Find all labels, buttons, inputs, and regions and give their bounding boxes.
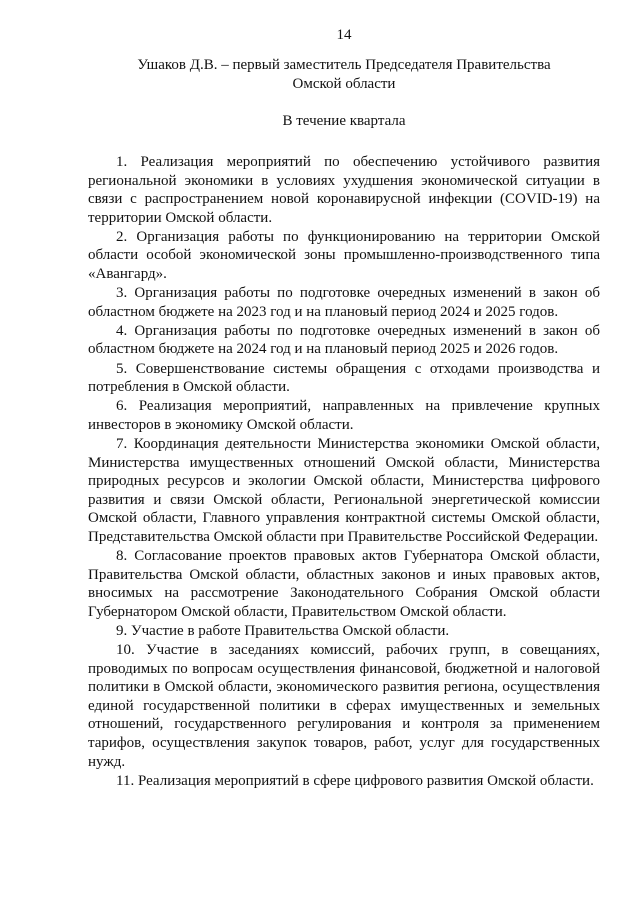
task-list [88, 153, 600, 790]
task-item-9: 9. Участие в работе Правительства Омской области. [116, 622, 450, 639]
task-item-6: 6. Реализация мероприятий, направленных на привлечение крупных инвесторов в экономику Омской области. [88, 398, 600, 433]
task-item-5: 5. Совершенствование системы обращения с отходами производства и потребления в Омской области. [88, 360, 600, 396]
task-item-1: 1. Реализация мероприятий по обеспечению устойчивого развития региональной экономики в условиях ухудшения экономической ситуации в связи с распространением новой коронавирусной инфекции (COVID-19) на территории Омской области. [88, 154, 600, 226]
task-item-11: 11. Реализация мероприятий в сфере цифрового развития Омской области. [116, 772, 594, 789]
heading-line-1: Ушаков Д.В. – первый заместитель Председателя Правительства [137, 57, 551, 73]
task-item-8: 8. Согласование проектов правовых актов Губернатора Омской области, Правительства Омской области, областных законов и иных правовых актов, вносимых на рассмотрение Законодательного Собрания Омской области Губернатором Омской области, Правительством Омской области. [88, 547, 600, 620]
task-item-2: 2. Организация работы по функционированию на территории Омской области особой экономической зоны промышленно-производственного типа «Авангард». [88, 228, 600, 283]
task-item-7: 7. Координация деятельности Министерства экономики Омской области, Министерства имущественных отношений Омской области, Министерства природных ресурсов и экологии Омской области, Министерства цифрового развития и связи Омской области, Региональной энергетической комиссии Омской области, Главного управления контрактной системы Омской области, Представительства Омской области при Правительстве Российской Федерации. [88, 435, 600, 545]
task-item-3: 3. Организация работы по подготовке очередных изменений в закон об областном бюджете на 2023 год и на плановый период 2024 и 2025 годов. [88, 285, 600, 320]
responsible-person-heading [88, 56, 600, 94]
period-heading: В течение квартала [282, 113, 406, 129]
task-item-4: 4. Организация работы по подготовке очередных изменений в закон об областном бюджете на 2024 год и на плановый период 2025 и 2026 годов. [88, 322, 600, 358]
task-item-10: 10. Участие в заседаниях комиссий, рабочих групп, в совещаниях, проводимых по вопросам осуществления финансовой, бюджетной и налоговой политики в Омской области, экономического развития региона, осуществления единой государственной политики в сферах имущественных и земельных отношений, государственного регулирования и контроля за применением тарифов, осуществления закупок товаров, работ, услуг для государственных нужд. [88, 641, 600, 770]
page-number: 14 [336, 27, 352, 43]
heading-line-2: Омской области [292, 76, 396, 92]
